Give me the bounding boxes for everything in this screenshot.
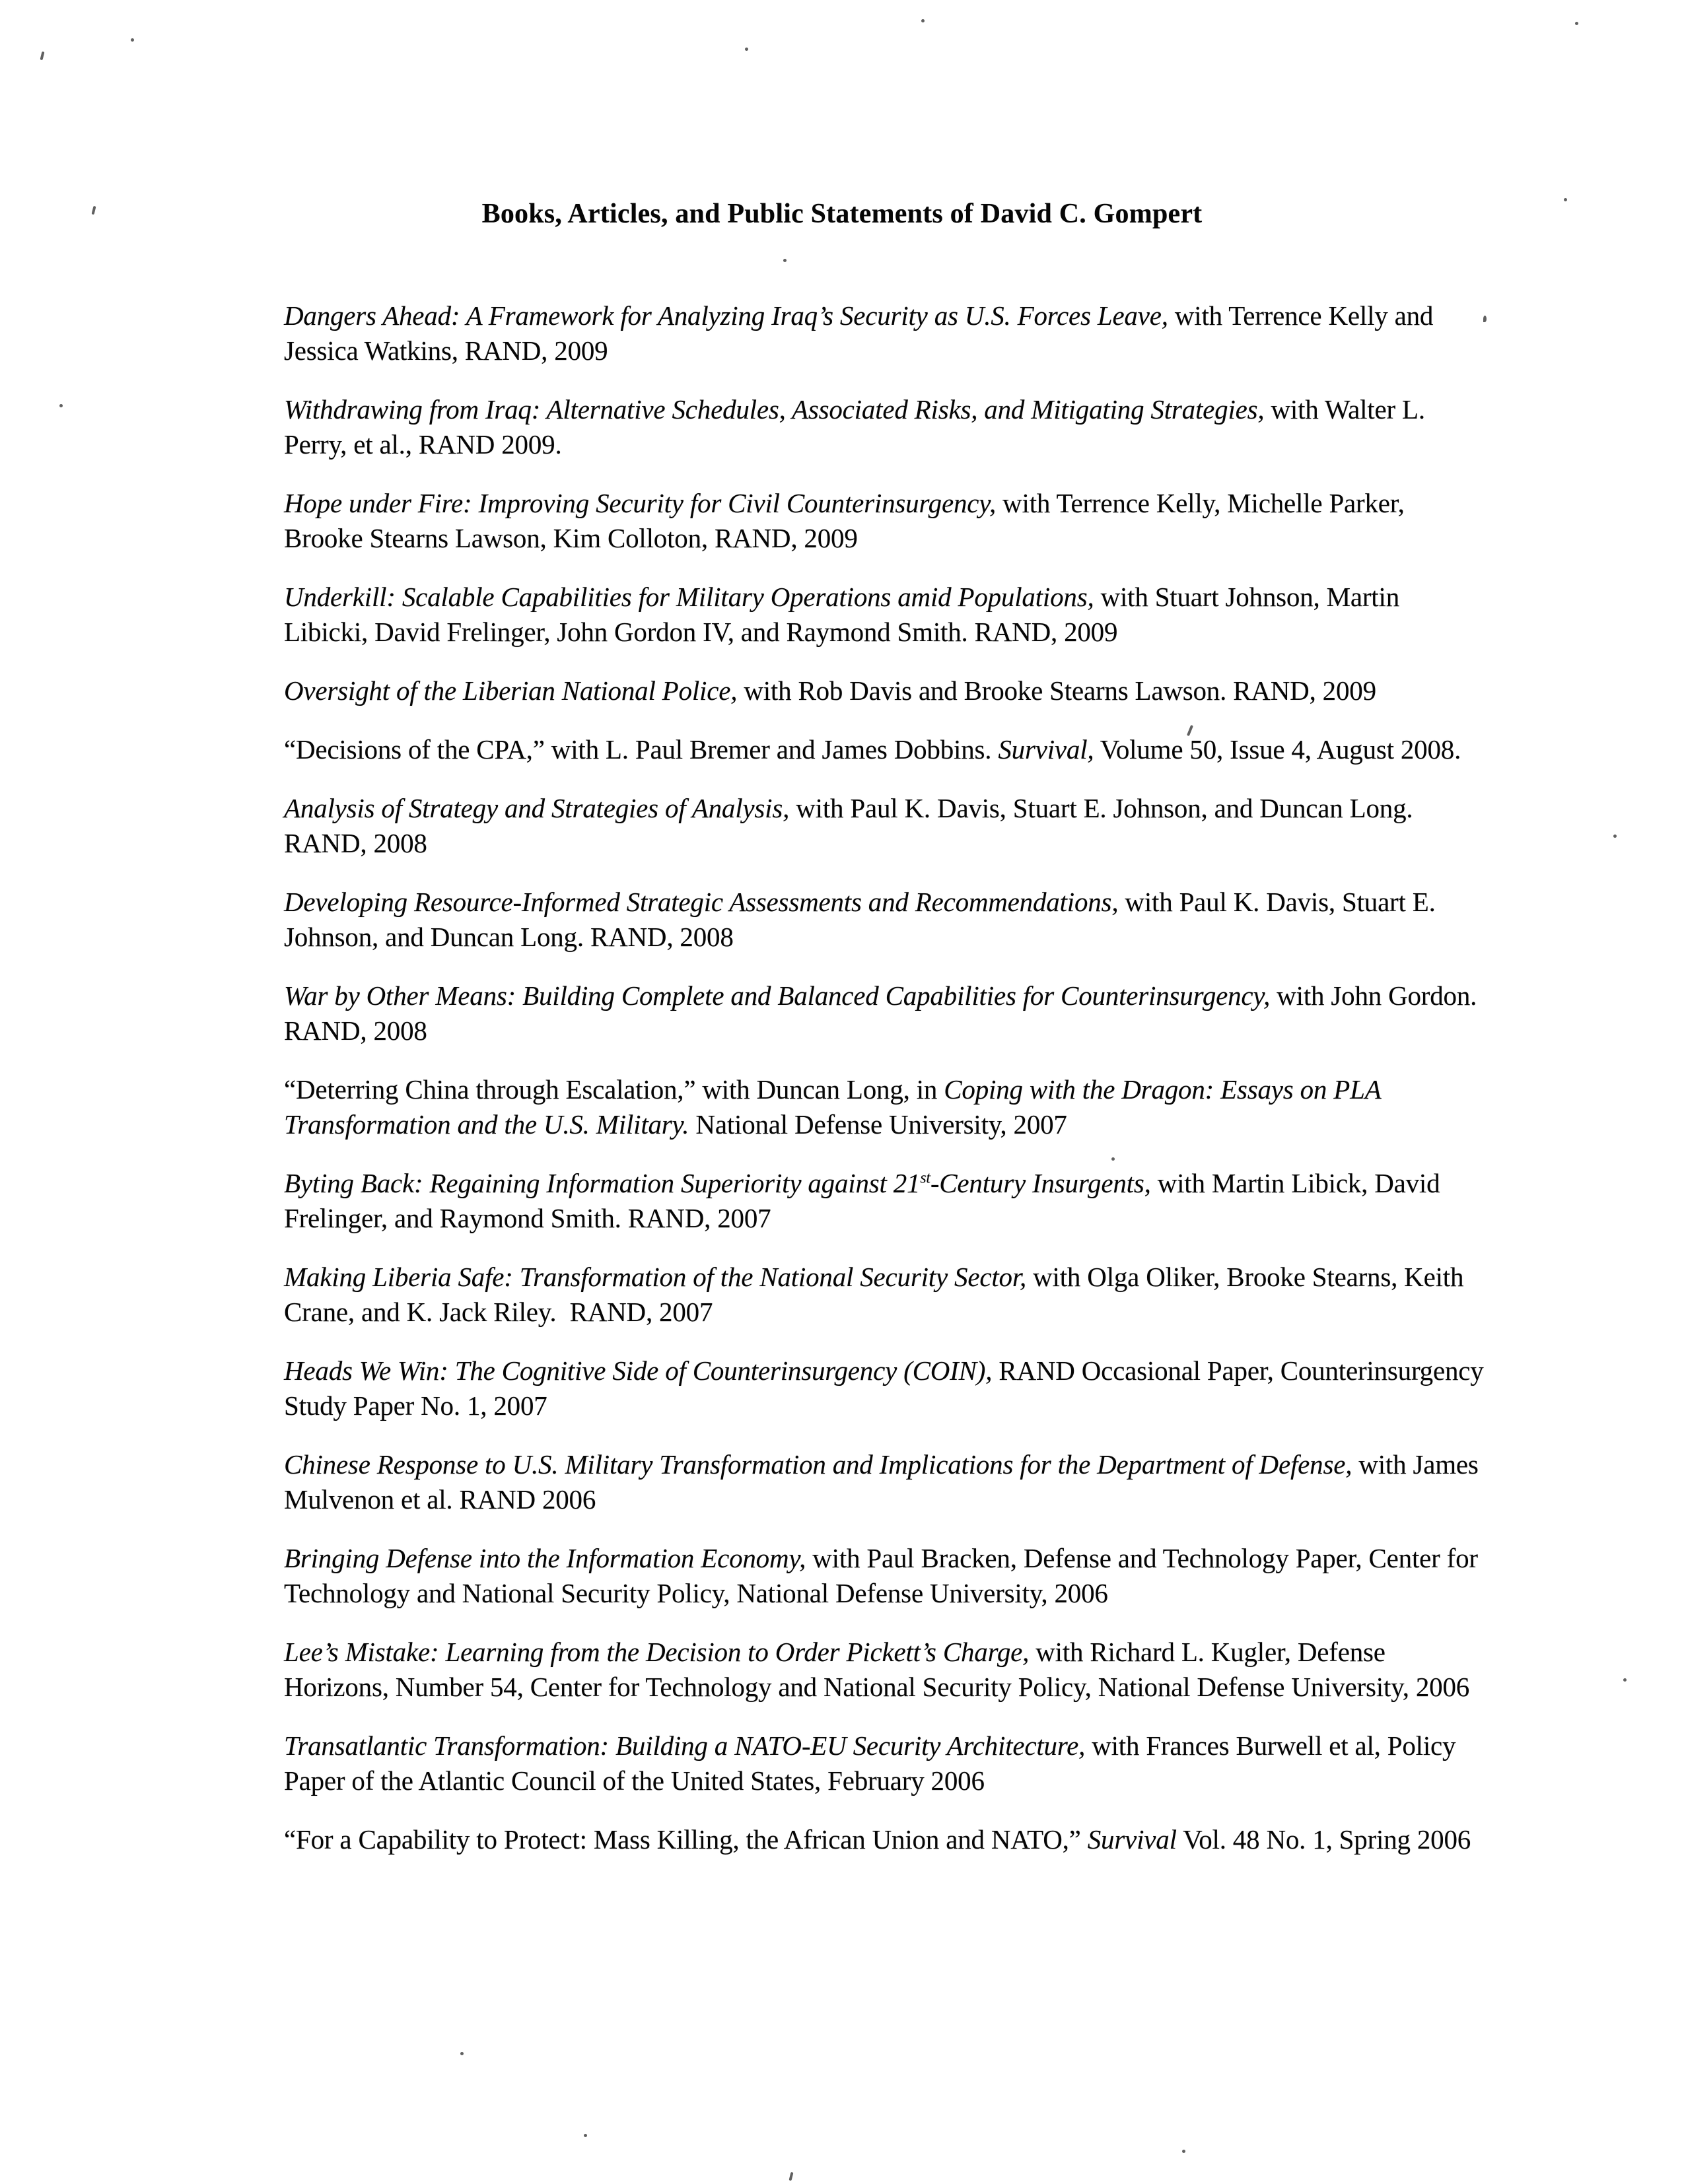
publication-entry bbox=[284, 1072, 1486, 1142]
publication-entry bbox=[284, 1166, 1486, 1236]
entry-segment: with Paul K. Davis, Stuart E. Johnson, and Duncan Long. RAND, 2008 bbox=[284, 887, 1436, 952]
scan-speck bbox=[783, 259, 787, 262]
document-header bbox=[0, 198, 1684, 230]
entry-segment: Byting Back: Regaining Information Superiority against 21 bbox=[284, 1168, 921, 1198]
entry-segment: Survival, bbox=[998, 734, 1094, 765]
entry-segment: War by Other Means: Building Complete and Balanced Capabilities for Counterinsurgency, bbox=[284, 980, 1271, 1011]
entry-segment: with Paul Bracken, Defense and Technology Paper, Center for Technology and National Security Policy, National Defense University, 2006 bbox=[284, 1543, 1478, 1608]
entry-segment: “Decisions of the CPA,” with L. Paul Bremer and James Dobbins. bbox=[284, 734, 999, 765]
scan-speck bbox=[1564, 198, 1567, 201]
entry-segment: Underkill: Scalable Capabilities for Military Operations amid Populations, bbox=[284, 582, 1094, 612]
entry-segment: RAND Occasional Paper, Counterinsurgency Study Paper No. 1, 2007 bbox=[284, 1355, 1484, 1421]
publication-entry bbox=[284, 580, 1486, 650]
entry-segment: with Martin Libick, David Frelinger, and Raymond Smith. RAND, 2007 bbox=[284, 1168, 1440, 1233]
scan-speck bbox=[1623, 1678, 1627, 1682]
entry-segment: with Richard L. Kugler, Defense Horizons, Number 54, Center for Technology and National Security Policy, National Defense University, 2006 bbox=[284, 1637, 1470, 1702]
entry-segment: “For a Capability to Protect: Mass Killing, the African Union and NATO,” bbox=[284, 1824, 1088, 1855]
page-title: Books, Articles, and Public Statements of David C. Gompert bbox=[481, 199, 1203, 229]
publication-entry bbox=[284, 885, 1486, 955]
publication-entry bbox=[284, 978, 1486, 1048]
scan-speck bbox=[584, 2134, 587, 2137]
entry-segment: “Deterring China through Escalation,” with Duncan Long, in bbox=[284, 1074, 944, 1105]
entry-segment: National Defense University, 2007 bbox=[689, 1109, 1067, 1140]
scan-speck bbox=[789, 2172, 793, 2181]
entry-segment: Survival bbox=[1087, 1824, 1177, 1855]
publication-entry bbox=[284, 1728, 1486, 1798]
scan-speck bbox=[131, 38, 134, 42]
scan-speck bbox=[1575, 22, 1578, 25]
scan-speck bbox=[460, 2052, 464, 2055]
publication-entry bbox=[284, 791, 1486, 861]
publication-entry bbox=[284, 1541, 1486, 1611]
entry-segment: Dangers Ahead: A Framework for Analyzing Iraq’s Security as U.S. Forces Leave, bbox=[284, 300, 1168, 331]
publication-entry bbox=[284, 1447, 1486, 1517]
publication-entry bbox=[284, 298, 1486, 368]
entry-segment: with Rob Davis and Brooke Stearns Lawson. RAND, 2009 bbox=[737, 675, 1376, 706]
entry-segment: st bbox=[920, 1169, 930, 1187]
entry-segment: -Century Insurgents, bbox=[930, 1168, 1151, 1198]
entry-segment: with John Gordon. RAND, 2008 bbox=[284, 980, 1477, 1046]
scan-speck bbox=[745, 48, 748, 51]
entry-segment: with Walter L. Perry, et al., RAND 2009. bbox=[284, 394, 1425, 460]
scan-speck bbox=[1483, 316, 1487, 322]
entry-segment: Analysis of Strategy and Strategies of Analysis, bbox=[284, 793, 790, 823]
entry-segment: with Frances Burwell et al, Policy Paper of the Atlantic Council of the United States, February 2006 bbox=[284, 1730, 1456, 1796]
entry-segment: with Terrence Kelly and Jessica Watkins, RAND, 2009 bbox=[284, 300, 1434, 366]
publication-entry bbox=[284, 732, 1486, 767]
entry-segment: Withdrawing from Iraq: Alternative Schedules, Associated Risks, and Mitigating Strategies, bbox=[284, 394, 1265, 425]
entry-segment: Bringing Defense into the Information Economy, bbox=[284, 1543, 806, 1573]
entry-segment: Volume 50, Issue 4, August 2008. bbox=[1094, 734, 1461, 765]
entry-segment: with Stuart Johnson, Martin Libicki, David Frelinger, John Gordon IV, and Raymond Smith. RAND, 2009 bbox=[284, 582, 1399, 647]
publication-entry bbox=[284, 1260, 1486, 1330]
scan-speck bbox=[40, 51, 44, 61]
entry-segment: with Olga Oliker, Brooke Stearns, Keith Crane, and K. Jack Riley. RAND, 2007 bbox=[284, 1262, 1464, 1327]
publication-entry bbox=[284, 673, 1486, 708]
entry-segment: Oversight of the Liberian National Police, bbox=[284, 675, 738, 706]
entry-segment: Heads We Win: The Cognitive Side of Counterinsurgency (COIN), bbox=[284, 1355, 993, 1386]
publication-entry bbox=[284, 392, 1486, 462]
publication-entry bbox=[284, 1822, 1486, 1857]
entry-segment: Hope under Fire: Improving Security for Civil Counterinsurgency, bbox=[284, 488, 997, 518]
entry-segment: Lee’s Mistake: Learning from the Decision to Order Pickett’s Charge, bbox=[284, 1637, 1030, 1667]
entry-segment: Coping with the Dragon: Essays on PLA Transformation and the U.S. Military. bbox=[284, 1074, 1381, 1140]
entry-segment: Making Liberia Safe: Transformation of the National Security Sector, bbox=[284, 1262, 1027, 1292]
publication-entry bbox=[284, 1353, 1486, 1423]
entry-segment: Vol. 48 No. 1, Spring 2006 bbox=[1176, 1824, 1471, 1855]
entry-segment: Developing Resource-Informed Strategic Assessments and Recommendations, bbox=[284, 887, 1119, 917]
scan-speck bbox=[1111, 1157, 1115, 1161]
scan-speck bbox=[921, 19, 925, 22]
publication-entry bbox=[284, 486, 1486, 556]
scan-speck bbox=[1182, 2150, 1185, 2153]
entry-segment: with Paul K. Davis, Stuart E. Johnson, and Duncan Long. RAND, 2008 bbox=[284, 793, 1413, 858]
publication-entry bbox=[284, 1635, 1486, 1705]
entry-segment: with Terrence Kelly, Michelle Parker, Brooke Stearns Lawson, Kim Colloton, RAND, 2009 bbox=[284, 488, 1405, 553]
publications-list bbox=[284, 298, 1486, 1881]
entry-segment: Chinese Response to U.S. Military Transformation and Implications for the Department of Defense, bbox=[284, 1449, 1352, 1480]
scan-speck bbox=[59, 404, 63, 407]
scan-speck bbox=[1613, 835, 1617, 838]
entry-segment: Transatlantic Transformation: Building a NATO-EU Security Architecture, bbox=[284, 1730, 1086, 1761]
entry-segment: with James Mulvenon et al. RAND 2006 bbox=[284, 1449, 1479, 1515]
